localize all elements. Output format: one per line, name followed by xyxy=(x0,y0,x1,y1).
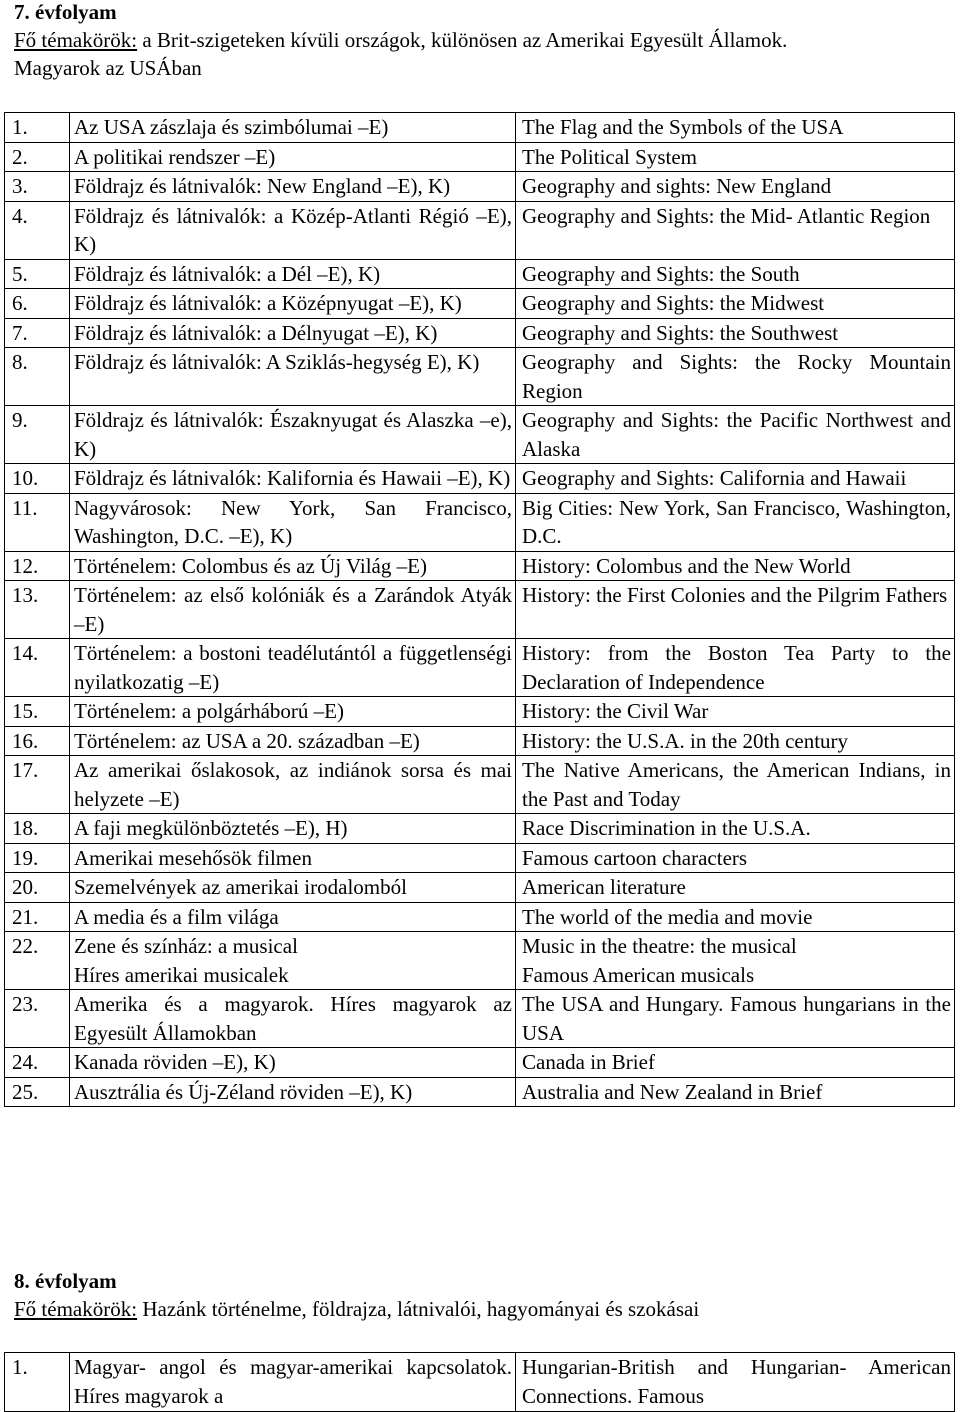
hungarian-topic xyxy=(70,318,516,348)
english-topic-text: Famous cartoon characters xyxy=(522,845,748,870)
english-topic-text: The Flag and the Symbols of the USA xyxy=(522,115,844,139)
english-topic-text: Geography and Sights: the Rocky Mountain Region xyxy=(522,350,951,403)
hungarian-topic xyxy=(70,289,516,319)
english-topic xyxy=(516,1048,955,1078)
hungarian-topic-text: Földrajz és látnivalók: Északnyugat és Alaszka –e), K) xyxy=(74,408,512,461)
row-number-text: 21. xyxy=(12,904,39,929)
english-topic xyxy=(516,697,955,727)
row-number-text: 11. xyxy=(12,495,38,520)
english-topic xyxy=(516,843,955,873)
topics-text: a Brit-szigeteken kívüli országok, különösen az Amerikai Egyesült Államok. xyxy=(137,28,788,52)
row-number xyxy=(5,551,70,581)
english-topic-text: Big Cities: New York, San Francisco, Washington, D.C. xyxy=(522,495,951,548)
english-topic-text: Music in the theatre: the musical xyxy=(522,934,797,958)
table-row xyxy=(5,318,955,348)
row-number xyxy=(5,113,70,143)
row-number-text: 8. xyxy=(12,350,28,374)
english-topic xyxy=(516,1353,955,1412)
row-number xyxy=(5,902,70,932)
row-number-text: 15. xyxy=(12,699,39,723)
english-topic-text: History: the U.S.A. in the 20th century xyxy=(522,728,849,753)
hungarian-topic-text: Földrajz és látnivalók: a Délnyugat –E), K) xyxy=(74,320,438,345)
english-topic-text: The Political System xyxy=(522,144,697,169)
english-topic-text: Australia and New Zealand in Brief xyxy=(522,1079,823,1104)
english-topic-text: Geography and Sights: the Mid- Atlantic Region xyxy=(522,203,931,228)
hungarian-topic-text: Zene és színház: a musical xyxy=(74,934,298,958)
hungarian-topic xyxy=(70,814,516,844)
row-number xyxy=(5,1353,70,1412)
english-topic xyxy=(516,493,955,551)
section-7-topics-line2: Magyarok az USÁban xyxy=(14,56,202,80)
english-topic xyxy=(516,406,955,464)
hungarian-topic xyxy=(70,1048,516,1078)
english-topic xyxy=(516,756,955,814)
hungarian-topic xyxy=(70,172,516,202)
hungarian-topic xyxy=(70,142,516,172)
row-number xyxy=(5,639,70,697)
english-topic-text: History: Colombus and the New World xyxy=(522,553,851,578)
english-topic xyxy=(516,932,955,990)
table-row xyxy=(5,697,955,727)
hungarian-topic xyxy=(70,113,516,143)
english-topic-text: Geography and Sights: the Pacific Northwest and Alaska xyxy=(522,408,951,461)
english-topic xyxy=(516,873,955,903)
row-number xyxy=(5,1077,70,1107)
english-topic xyxy=(516,990,955,1048)
english-topic-text: The Native Americans, the American Indians, in the Past and Today xyxy=(522,758,951,811)
hungarian-topic-text: Magyar- angol és magyar-amerikai kapcsolatok. Híres magyarok a xyxy=(74,1355,512,1408)
hungarian-topic xyxy=(70,697,516,727)
row-number xyxy=(5,990,70,1048)
english-topic xyxy=(516,551,955,581)
row-number-text: 19. xyxy=(12,845,39,870)
topics-text: Hazánk történelme, földrajza, látnivalói, hagyományai és szokásai xyxy=(137,1297,700,1321)
english-topic xyxy=(516,289,955,319)
hungarian-topic xyxy=(70,464,516,494)
english-topic-text: Geography and Sights: the South xyxy=(522,261,800,286)
hungarian-topic-text: A politikai rendszer –E) xyxy=(74,144,276,169)
row-number xyxy=(5,406,70,464)
row-number xyxy=(5,697,70,727)
row-number-text: 6. xyxy=(12,291,28,315)
hungarian-topic-text: Földrajz és látnivalók: A Sziklás-hegység E), K) xyxy=(74,350,480,374)
table-row xyxy=(5,873,955,903)
table-row xyxy=(5,142,955,172)
english-topic-text: Canada in Brief xyxy=(522,1050,655,1074)
table-row xyxy=(5,902,955,932)
hungarian-topic-text: Ausztrália és Új-Zéland röviden –E), K) xyxy=(74,1079,413,1104)
topics-label: Fő témakörök: xyxy=(14,1297,138,1321)
hungarian-topic xyxy=(70,873,516,903)
hungarian-topic-text: Amerikai mesehősök filmen xyxy=(74,845,312,870)
hungarian-topic-text: Történelem: a bostoni teadélutántól a függetlenségi nyilatkozatig –E) xyxy=(74,641,512,694)
hungarian-topic-text: Történelem: a polgárháború –E) xyxy=(74,699,344,723)
section-7-heading: 7. évfolyam xyxy=(14,0,117,24)
hungarian-topic xyxy=(70,406,516,464)
hungarian-topic-text: Földrajz és látnivalók: New England –E), K) xyxy=(74,174,451,198)
hungarian-topic-text: Amerika és a magyarok. Híres magyarok az Egyesült Államokban xyxy=(74,992,512,1045)
row-number xyxy=(5,581,70,639)
row-number-text: 9. xyxy=(12,408,28,432)
row-number xyxy=(5,1048,70,1078)
table-row xyxy=(5,726,955,756)
row-number-text: 16. xyxy=(12,728,39,753)
english-topic xyxy=(516,814,955,844)
hungarian-topic xyxy=(70,843,516,873)
table-row xyxy=(5,406,955,464)
section-7-table-body xyxy=(5,113,955,1107)
row-number-text: 1. xyxy=(12,115,28,139)
row-number-text: 24. xyxy=(12,1050,39,1074)
row-number-text: 25. xyxy=(12,1079,39,1104)
hungarian-topic-text: Szemelvények az amerikai irodalomból xyxy=(74,875,407,899)
english-topic xyxy=(516,464,955,494)
hungarian-topic xyxy=(70,990,516,1048)
table-row xyxy=(5,348,955,406)
hungarian-topic xyxy=(70,902,516,932)
row-number xyxy=(5,318,70,348)
row-number xyxy=(5,726,70,756)
english-topic xyxy=(516,1077,955,1107)
table-row xyxy=(5,464,955,494)
row-number-text: 3. xyxy=(12,174,28,198)
hungarian-topic-text: A faji megkülönböztetés –E), H) xyxy=(74,816,348,840)
row-number-text: 7. xyxy=(12,320,28,345)
table-row xyxy=(5,843,955,873)
row-number xyxy=(5,873,70,903)
english-topic-text: History: from the Boston Tea Party to the Declaration of Independence xyxy=(522,641,951,694)
row-number-text: 1. xyxy=(12,1355,28,1379)
hungarian-topic xyxy=(70,348,516,406)
hungarian-topic-text: Az amerikai őslakosok, az indiánok sorsa és mai helyzete –E) xyxy=(74,758,512,811)
english-topic-text: Geography and Sights: the Southwest xyxy=(522,320,839,345)
hungarian-topic-text: Nagyvárosok: New York, San Francisco, Washington, D.C. –E), K) xyxy=(74,495,512,548)
english-topic xyxy=(516,318,955,348)
section-8-table xyxy=(4,1352,955,1412)
english-topic-text: History: the Civil War xyxy=(522,699,709,723)
row-number xyxy=(5,201,70,259)
english-topic xyxy=(516,726,955,756)
row-number-text: 12. xyxy=(12,553,39,578)
section-7-table xyxy=(4,112,955,1107)
table-row xyxy=(5,289,955,319)
english-topic xyxy=(516,902,955,932)
section-8-table-body xyxy=(5,1353,955,1412)
row-number-text: 4. xyxy=(12,203,28,228)
row-number-text: 22. xyxy=(12,934,39,958)
table-row xyxy=(5,1353,955,1412)
row-number xyxy=(5,493,70,551)
row-number xyxy=(5,932,70,990)
table-row xyxy=(5,990,955,1048)
hungarian-topic xyxy=(70,639,516,697)
english-topic xyxy=(516,259,955,289)
row-number-text: 5. xyxy=(12,261,28,286)
table-row xyxy=(5,932,955,990)
english-topic xyxy=(516,639,955,697)
hungarian-topic-text: Az USA zászlaja és szimbólumai –E) xyxy=(74,115,389,139)
hungarian-topic xyxy=(70,1077,516,1107)
hungarian-topic xyxy=(70,726,516,756)
section-7-topics xyxy=(14,28,787,53)
english-topic-text: Geography and Sights: the Midwest xyxy=(522,291,825,315)
row-number xyxy=(5,289,70,319)
hungarian-topic-text-line2: Híres amerikai musicalek xyxy=(74,962,289,987)
table-row xyxy=(5,259,955,289)
english-topic-text: Hungarian-British and Hungarian- American Connections. Famous xyxy=(522,1355,951,1408)
row-number xyxy=(5,259,70,289)
row-number-text: 13. xyxy=(12,583,39,607)
hungarian-topic xyxy=(70,581,516,639)
hungarian-topic xyxy=(70,1353,516,1412)
english-topic xyxy=(516,113,955,143)
english-topic xyxy=(516,348,955,406)
row-number xyxy=(5,464,70,494)
row-number-text: 20. xyxy=(12,875,39,899)
english-topic-text-line2: Famous American musicals xyxy=(522,962,755,987)
hungarian-topic-text: Földrajz és látnivalók: a Középnyugat –E), K) xyxy=(74,291,462,315)
english-topic-text: American literature xyxy=(522,875,686,899)
section-8-topics xyxy=(14,1297,699,1322)
english-topic xyxy=(516,142,955,172)
hungarian-topic xyxy=(70,259,516,289)
hungarian-topic-text: Kanada röviden –E), K) xyxy=(74,1050,276,1074)
row-number-text: 10. xyxy=(12,466,39,490)
row-number-text: 17. xyxy=(12,758,39,782)
table-row xyxy=(5,814,955,844)
hungarian-topic-text: Történelem: az USA a 20. században –E) xyxy=(74,728,420,753)
english-topic-text: Race Discrimination in the U.S.A. xyxy=(522,816,811,840)
table-row xyxy=(5,756,955,814)
hungarian-topic xyxy=(70,551,516,581)
english-topic xyxy=(516,201,955,259)
english-topic-text: History: the First Colonies and the Pilgrim Fathers xyxy=(522,583,948,607)
table-row xyxy=(5,639,955,697)
english-topic xyxy=(516,172,955,202)
english-topic-text: Geography and Sights: California and Hawaii xyxy=(522,466,907,490)
topics-label: Fő témakörök: xyxy=(14,28,138,52)
english-topic-text: The USA and Hungary. Famous hungarians in the USA xyxy=(522,992,951,1045)
row-number xyxy=(5,172,70,202)
hungarian-topic-text: Földrajz és látnivalók: a Közép-Atlanti Régió –E), K) xyxy=(74,203,512,256)
table-row xyxy=(5,551,955,581)
table-row xyxy=(5,172,955,202)
english-topic xyxy=(516,581,955,639)
row-number-text: 2. xyxy=(12,144,28,169)
hungarian-topic-text: Földrajz és látnivalók: Kalifornia és Hawaii –E), K) xyxy=(74,466,511,490)
hungarian-topic xyxy=(70,932,516,990)
hungarian-topic-text: Történelem: Colombus és az Új Világ –E) xyxy=(74,553,427,578)
row-number-text: 14. xyxy=(12,641,39,665)
table-row xyxy=(5,113,955,143)
row-number xyxy=(5,814,70,844)
hungarian-topic-text: Történelem: az első kolóniák és a Zarándok Atyák –E) xyxy=(74,583,512,636)
table-row xyxy=(5,1048,955,1078)
row-number xyxy=(5,843,70,873)
row-number-text: 18. xyxy=(12,816,39,840)
section-8-heading: 8. évfolyam xyxy=(14,1269,117,1293)
hungarian-topic-text: A media és a film világa xyxy=(74,904,279,929)
english-topic-text: The world of the media and movie xyxy=(522,904,813,929)
hungarian-topic xyxy=(70,201,516,259)
english-topic-text: Geography and sights: New England xyxy=(522,174,832,198)
table-row xyxy=(5,201,955,259)
table-row xyxy=(5,493,955,551)
hungarian-topic-text: Földrajz és látnivalók: a Dél –E), K) xyxy=(74,261,381,286)
hungarian-topic xyxy=(70,756,516,814)
hungarian-topic xyxy=(70,493,516,551)
row-number-text: 23. xyxy=(12,992,39,1016)
table-row xyxy=(5,1077,955,1107)
row-number xyxy=(5,142,70,172)
table-row xyxy=(5,581,955,639)
row-number xyxy=(5,756,70,814)
row-number xyxy=(5,348,70,406)
